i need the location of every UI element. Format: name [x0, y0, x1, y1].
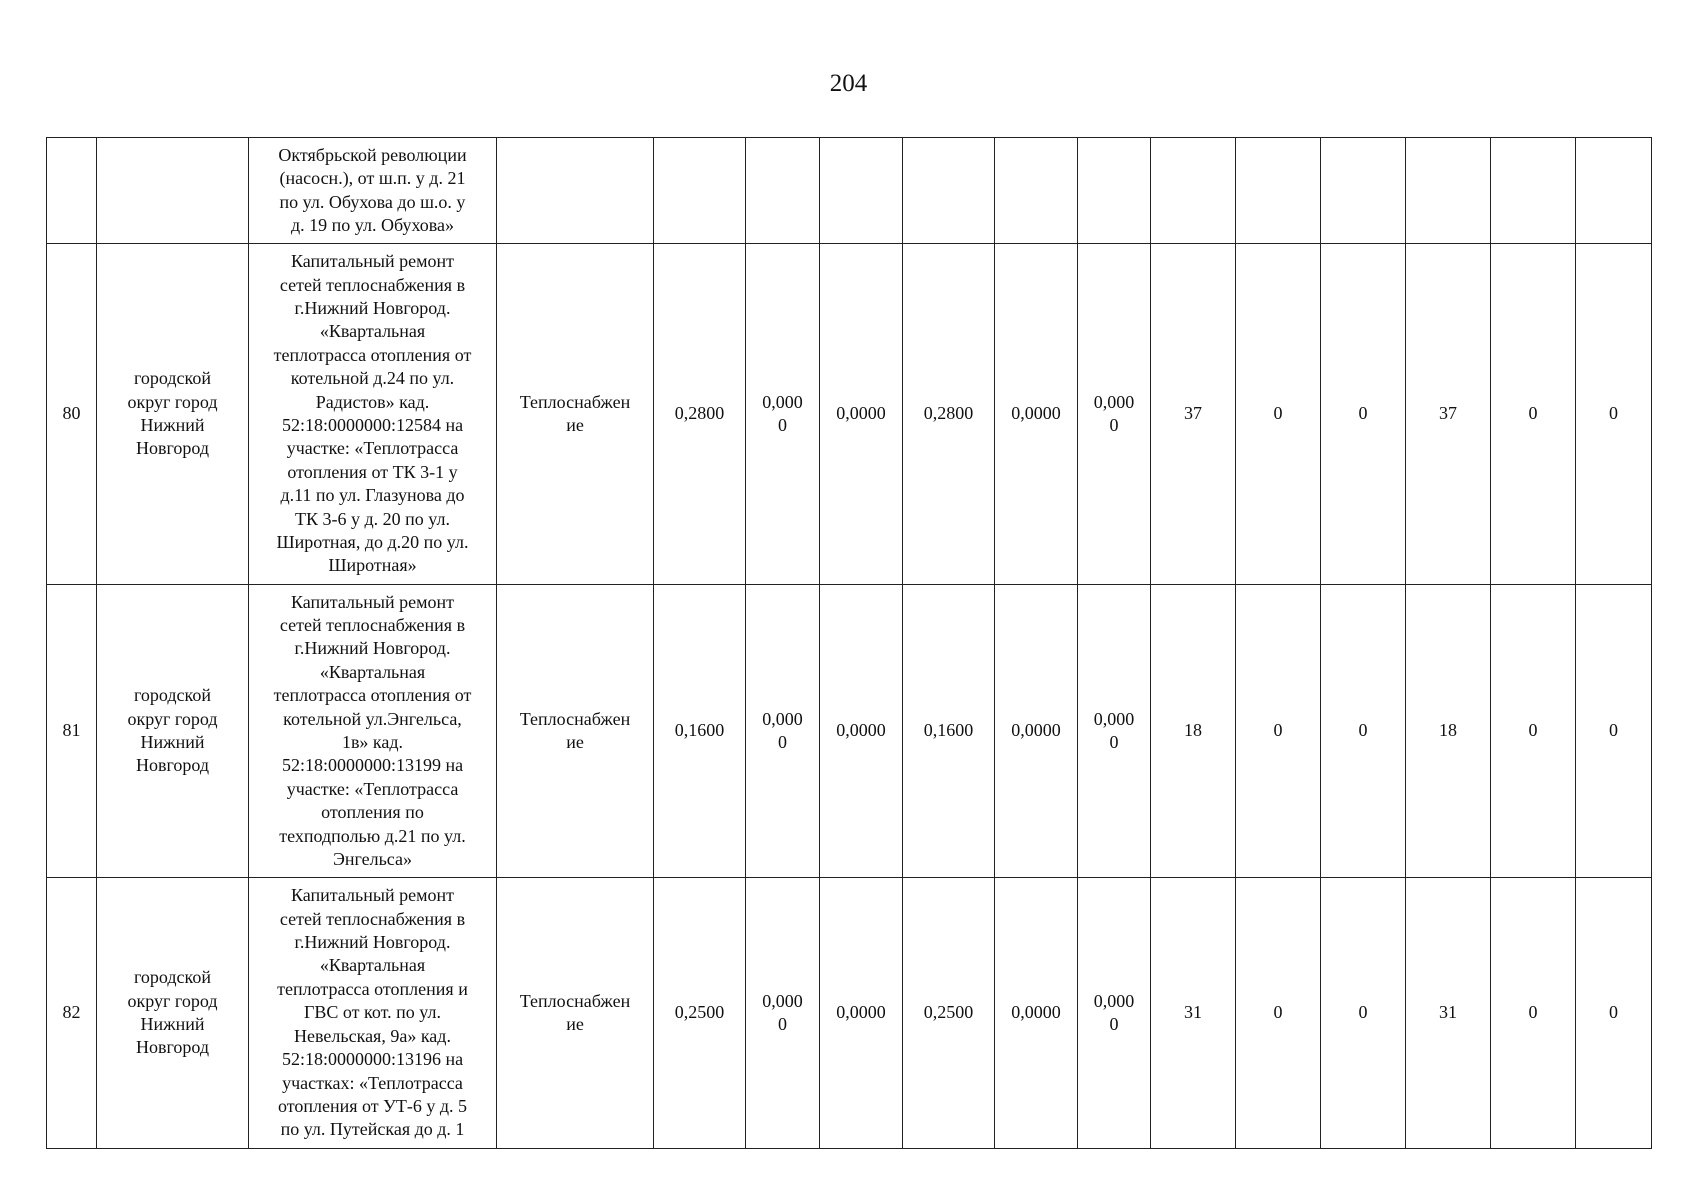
description-cell-line: «Квартальная — [319, 661, 426, 682]
table-row — [47, 244, 1652, 585]
municipality-cell-line: Новгород — [135, 438, 210, 459]
description-cell-line: Капитальный ремонт — [291, 885, 454, 906]
data-table — [46, 137, 1652, 1149]
value-col-8-cell — [903, 244, 995, 585]
value-col-7-cell — [820, 244, 903, 585]
municipality-cell-line: городской — [133, 368, 212, 389]
description-cell-line: участках: «Теплотрасса — [282, 1072, 463, 1093]
description-cell-line: котельной ул.Энгельса, — [283, 708, 462, 729]
value-col-16-line: 0 — [1609, 720, 1618, 741]
value-col-10-line: 0,000 — [1093, 391, 1135, 412]
municipality-cell-line: городской — [133, 967, 212, 988]
value-col-16-line: 0 — [1609, 1002, 1618, 1023]
value-col-14-cell — [1406, 244, 1491, 585]
type-cell — [497, 878, 654, 1149]
value-col-12-line: 0 — [1273, 403, 1283, 424]
value-col-5-line: 0,2800 — [674, 403, 725, 424]
value-col-10-cell — [1078, 244, 1151, 585]
description-cell-line: д. 19 по ул. Обухова» — [290, 214, 455, 235]
row-number-cell-line: 82 — [62, 1002, 81, 1023]
municipality-cell — [97, 878, 249, 1149]
municipality-cell-line: округ город — [127, 990, 218, 1011]
description-cell — [249, 585, 497, 878]
description-cell-line: по ул. Путейская до д. 1 — [280, 1119, 465, 1140]
value-col-8-cell — [903, 138, 995, 244]
row-number-cell — [47, 878, 97, 1149]
description-cell-line: ТК 3-6 у д. 20 по ул. — [295, 508, 450, 529]
value-col-5-line: 0,2500 — [674, 1002, 725, 1023]
value-col-6-cell — [746, 585, 820, 878]
row-number-cell — [47, 138, 97, 244]
value-col-6-line: 0 — [778, 732, 787, 752]
value-col-11-cell — [1151, 138, 1236, 244]
table-row — [47, 585, 1652, 878]
value-col-8-line: 0,2500 — [923, 1002, 974, 1023]
value-col-5-cell — [654, 244, 746, 585]
value-col-10-cell — [1078, 585, 1151, 878]
value-col-11-cell — [1151, 878, 1236, 1149]
description-cell-line: Капитальный ремонт — [291, 251, 454, 272]
value-col-13-cell — [1321, 138, 1406, 244]
value-col-12-cell — [1236, 878, 1321, 1149]
description-cell-line: Капитальный ремонт — [291, 591, 454, 612]
value-col-9-cell — [995, 878, 1078, 1149]
value-col-7-line: 0,0000 — [836, 403, 886, 424]
value-col-7-line: 0,0000 — [836, 720, 886, 741]
description-cell-line: г.Нижний Новгород. — [294, 932, 451, 953]
value-col-9-cell — [995, 138, 1078, 244]
value-col-14-cell — [1406, 138, 1491, 244]
municipality-cell-line: округ город — [127, 391, 218, 412]
table-row — [47, 878, 1652, 1149]
value-col-8-cell — [903, 585, 995, 878]
value-col-10-cell — [1078, 138, 1151, 244]
value-col-6-line: 0,000 — [762, 708, 803, 729]
type-cell-line: ие — [566, 415, 584, 435]
value-col-15-line: 0 — [1528, 1002, 1538, 1023]
municipality-cell — [97, 244, 249, 585]
value-col-16-cell — [1576, 878, 1652, 1149]
value-col-12-line: 0 — [1273, 1002, 1283, 1023]
value-col-10-line: 0 — [1109, 732, 1119, 752]
value-col-5-cell — [654, 585, 746, 878]
value-col-6-line: 0,000 — [762, 391, 803, 412]
description-cell-line: Невельская, 9а» кад. — [294, 1025, 451, 1046]
description-cell — [249, 878, 497, 1149]
municipality-cell-line: Новгород — [135, 1037, 210, 1058]
value-col-15-cell — [1491, 244, 1576, 585]
row-number-cell — [47, 585, 97, 878]
description-cell-line: сетей теплоснабжения в — [279, 908, 466, 929]
description-cell — [249, 138, 497, 244]
description-cell-line: 52:18:0000000:13199 на — [281, 755, 464, 776]
row-number-cell-line: 81 — [62, 720, 81, 741]
municipality-cell-line: Нижний — [140, 1014, 205, 1034]
value-col-7-cell — [820, 138, 903, 244]
value-col-6-line: 0 — [778, 415, 787, 435]
type-cell — [497, 585, 654, 878]
description-cell-line: «Квартальная — [319, 955, 426, 976]
value-col-6-line: 0,000 — [762, 990, 803, 1011]
value-col-9-line: 0,0000 — [1011, 1002, 1061, 1023]
value-col-15-line: 0 — [1528, 403, 1538, 424]
value-col-9-line: 0,0000 — [1011, 720, 1061, 741]
value-col-13-line: 0 — [1358, 720, 1368, 741]
municipality-cell — [97, 585, 249, 878]
description-cell-line: теплотрасса отопления от — [273, 344, 472, 365]
description-cell-line: отопления по — [321, 802, 424, 823]
value-col-15-cell — [1491, 585, 1576, 878]
value-col-6-cell — [746, 138, 820, 244]
row-number-cell-line: 80 — [62, 403, 81, 424]
value-col-16-cell — [1576, 244, 1652, 585]
value-col-14-line: 18 — [1439, 720, 1457, 741]
value-col-13-line: 0 — [1358, 1002, 1368, 1023]
value-col-7-cell — [820, 878, 903, 1149]
description-cell-line: «Квартальная — [319, 321, 426, 342]
type-cell-line: ие — [566, 732, 584, 752]
value-col-14-line: 31 — [1439, 1002, 1457, 1023]
value-col-11-cell — [1151, 244, 1236, 585]
value-col-13-line: 0 — [1358, 403, 1368, 424]
description-cell-line: Широтная» — [328, 555, 417, 576]
description-cell-line: техподполью д.21 по ул. — [279, 825, 466, 846]
value-col-7-cell — [820, 585, 903, 878]
description-cell-line: ГВС от кот. по ул. — [304, 1002, 441, 1023]
value-col-8-cell — [903, 878, 995, 1149]
value-col-10-line: 0,000 — [1093, 990, 1135, 1011]
description-cell-line: сетей теплоснабжения в — [279, 614, 466, 635]
value-col-11-line: 37 — [1184, 403, 1202, 424]
value-col-15-cell — [1491, 878, 1576, 1149]
description-cell-line: участке: «Теплотрасса — [286, 438, 459, 459]
table-body — [47, 138, 1652, 1149]
value-col-14-line: 37 — [1439, 403, 1457, 424]
description-cell-line: Радистов» кад. — [315, 391, 430, 412]
type-cell-line: Теплоснабжен — [519, 990, 631, 1011]
value-col-13-cell — [1321, 585, 1406, 878]
description-cell-line: Энгельса» — [332, 849, 413, 870]
municipality-cell-line: Нижний — [140, 415, 205, 435]
value-col-11-cell — [1151, 585, 1236, 878]
type-cell — [497, 244, 654, 585]
value-col-6-line: 0 — [778, 1014, 787, 1034]
value-col-9-cell — [995, 585, 1078, 878]
value-col-10-line: 0,000 — [1093, 708, 1135, 729]
value-col-16-line: 0 — [1609, 403, 1618, 424]
value-col-12-cell — [1236, 138, 1321, 244]
value-col-5-cell — [654, 138, 746, 244]
description-cell-line: (насосн.), от ш.п. у д. 21 — [279, 168, 466, 189]
municipality-cell — [97, 138, 249, 244]
value-col-13-cell — [1321, 244, 1406, 585]
value-col-12-cell — [1236, 244, 1321, 585]
description-cell-line: по ул. Обухова до ш.о. у — [279, 191, 466, 212]
description-cell-line: отопления от ТК 3-1 у — [287, 461, 458, 482]
type-cell — [497, 138, 654, 244]
description-cell-line: сетей теплоснабжения в — [279, 274, 466, 295]
value-col-15-line: 0 — [1528, 720, 1538, 741]
value-col-5-line: 0,1600 — [674, 720, 725, 741]
description-cell-line: 52:18:0000000:12584 на — [281, 415, 464, 435]
value-col-9-line: 0,0000 — [1011, 403, 1061, 424]
municipality-cell-line: городской — [133, 685, 212, 706]
value-col-6-cell — [746, 878, 820, 1149]
value-col-13-cell — [1321, 878, 1406, 1149]
description-cell-line: д.11 по ул. Глазунова до — [280, 485, 465, 506]
description-cell-line: теплотрасса отопления и — [277, 978, 468, 999]
description-cell-line: г.Нижний Новгород. — [294, 638, 451, 659]
row-number-cell — [47, 244, 97, 585]
description-cell-line: г.Нижний Новгород. — [294, 297, 451, 318]
value-col-16-cell — [1576, 585, 1652, 878]
description-cell-line: 52:18:0000000:13196 на — [281, 1049, 464, 1070]
municipality-cell-line: Новгород — [135, 755, 210, 776]
description-cell-line: участке: «Теплотрасса — [286, 778, 459, 799]
value-col-8-line: 0,1600 — [923, 720, 974, 741]
description-cell-line: 1в» кад. — [341, 732, 404, 752]
value-col-16-cell — [1576, 138, 1652, 244]
value-col-9-cell — [995, 244, 1078, 585]
value-col-10-line: 0 — [1109, 1014, 1119, 1034]
page-number: 204 — [829, 70, 868, 97]
table-row — [47, 138, 1652, 244]
value-col-14-cell — [1406, 585, 1491, 878]
type-cell-line: Теплоснабжен — [519, 708, 631, 729]
value-col-7-line: 0,0000 — [836, 1002, 886, 1023]
value-col-6-cell — [746, 244, 820, 585]
value-col-10-cell — [1078, 878, 1151, 1149]
municipality-cell-line: округ город — [127, 708, 218, 729]
description-cell — [249, 244, 497, 585]
value-col-12-line: 0 — [1273, 720, 1283, 741]
description-cell-line: Октябрьской революции — [278, 144, 467, 165]
value-col-14-cell — [1406, 878, 1491, 1149]
value-col-12-cell — [1236, 585, 1321, 878]
value-col-11-line: 31 — [1184, 1002, 1202, 1023]
description-cell-line: Широтная, до д.20 по ул. — [276, 532, 469, 553]
description-cell-line: отопления от УТ-6 у д. 5 — [277, 1095, 468, 1116]
value-col-15-cell — [1491, 138, 1576, 244]
type-cell-line: ие — [566, 1014, 584, 1034]
value-col-11-line: 18 — [1184, 720, 1202, 741]
municipality-cell-line: Нижний — [140, 732, 205, 752]
value-col-5-cell — [654, 878, 746, 1149]
description-cell-line: теплотрасса отопления от — [273, 685, 472, 706]
value-col-10-line: 0 — [1109, 415, 1119, 435]
value-col-8-line: 0,2800 — [923, 403, 974, 424]
type-cell-line: Теплоснабжен — [519, 391, 631, 412]
description-cell-line: котельной д.24 по ул. — [290, 368, 455, 389]
